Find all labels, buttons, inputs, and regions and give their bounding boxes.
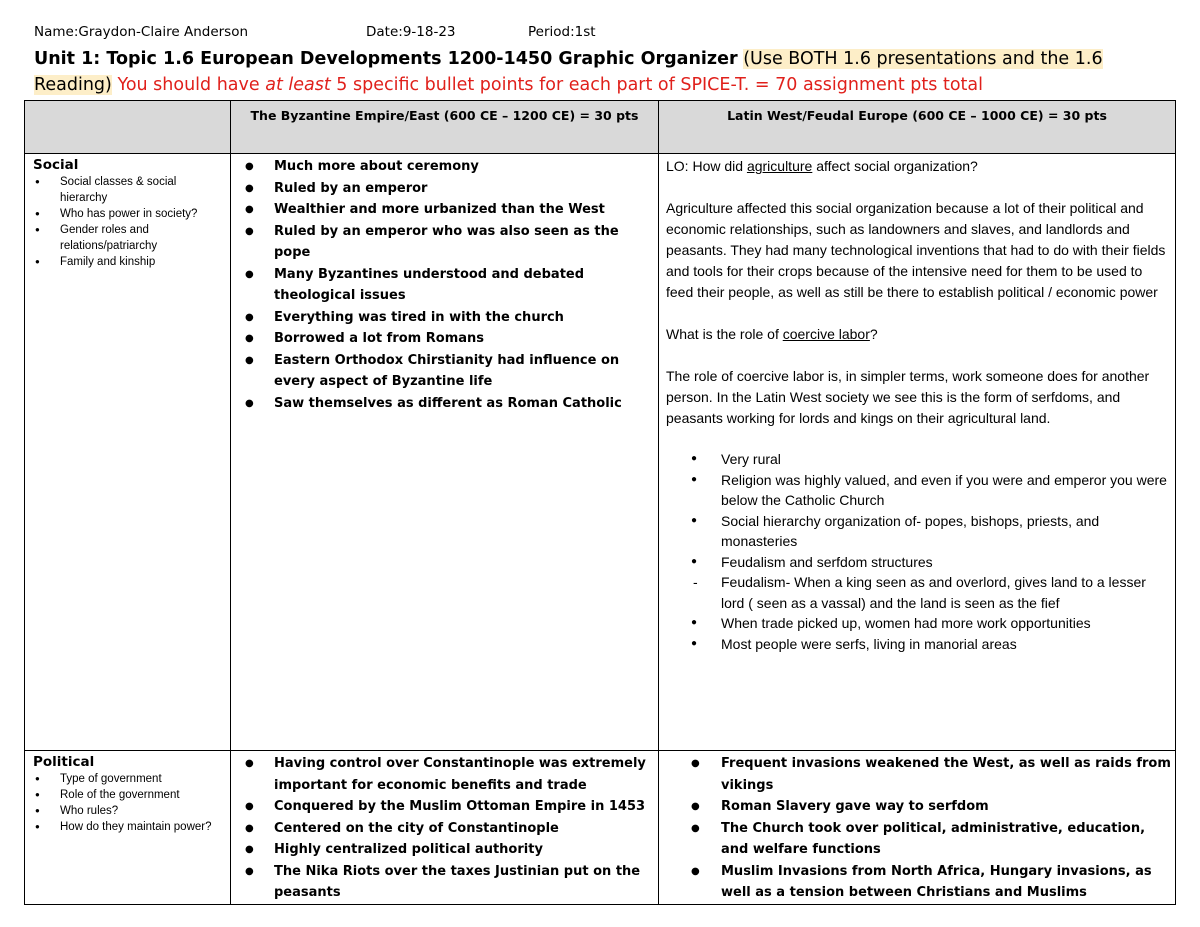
- agriculture-answer: Agriculture affected this social organization because a lot of their political and economic relationships, such as landowners and slaves, and landlords and peasants. They had many technological inventions that had to do with their fields and tools for their crops because of the intensive need for them to be used to feed their people, as well as still be there to establish political / economic power: [666, 200, 1166, 300]
- political-latin-cell: [659, 751, 1176, 905]
- question-mark: ?: [869, 326, 878, 342]
- list-item: ● Conquered by the Muslim Ottoman Empire in 1453: [241, 796, 654, 818]
- document-title: [34, 46, 1169, 98]
- social-row: [25, 154, 1176, 751]
- list-item: ● Feudalism and serfdom structures: [666, 552, 1171, 573]
- social-category-cell: [25, 154, 231, 751]
- list-item: ● Type of government: [33, 771, 224, 787]
- spacer: [666, 303, 1171, 324]
- list-item: ● Everything was tired in with the church: [241, 307, 654, 329]
- list-item: ● Very rural: [666, 449, 1171, 470]
- requirement-text: You should have: [117, 75, 266, 95]
- requirement-emphasis: at least: [265, 75, 331, 95]
- social-title: Social: [33, 157, 79, 173]
- list-item: ● Role of the government: [33, 787, 224, 803]
- assignment-date: Date:9-18-23: [366, 24, 456, 40]
- list-item: ● Religion was highly valued, and even if you were and emperor you were below the Catholic Church: [666, 470, 1171, 511]
- title-requirements: [117, 75, 983, 95]
- list-item: ● The Church took over political, administrative, education, and welfare functions: [666, 818, 1171, 861]
- graphic-organizer-table: [24, 100, 1176, 905]
- table-header-row: [25, 101, 1176, 154]
- student-name: Name:Graydon-Claire Anderson: [34, 24, 249, 40]
- list-item: ● Gender roles and relations/patriarchy: [33, 222, 224, 254]
- list-item: ● Roman Slavery gave way to serfdom: [666, 796, 1171, 818]
- title-instructions-highlight: (Use BOTH 1.6 presentations and the 1.6 Reading): [34, 49, 1103, 95]
- question-text: What is the role of: [666, 326, 783, 342]
- spacer: [666, 429, 1171, 449]
- list-item: ● Social classes & social hierarchy: [33, 174, 224, 206]
- social-byzantine-cell: [231, 154, 659, 751]
- list-item: ● Centered on the city of Constantinople: [241, 818, 654, 840]
- list-item: ● Saw themselves as different as Roman Catholic: [241, 393, 654, 415]
- social-latin-cell: [659, 154, 1176, 751]
- list-item: ● Eastern Orthodox Chirstianity had influence on every aspect of Byzantine life: [241, 350, 654, 393]
- list-item: ● Family and kinship: [33, 254, 224, 270]
- list-item: ● Having control over Constantinople was extremely important for economic benefits and trade: [241, 753, 654, 796]
- list-item: ● How do they maintain power?: [33, 819, 224, 835]
- question-keyword: coercive labor: [782, 326, 870, 342]
- coercive-labor-answer: The role of coercive labor is, in simpler terms, work someone does for another person. In the Latin West society we see this is the form of serfdoms, and peasants working for lords and kings on their agricultural land.: [666, 368, 1150, 426]
- political-prompts: [33, 771, 224, 835]
- list-item: ● The Nika Riots over the taxes Justinian put on the peasants: [241, 861, 654, 904]
- byzantine-column-header: The Byzantine Empire/East (600 CE – 1200 CE) = 30 pts: [231, 101, 659, 154]
- list-item: ● Much more about ceremony: [241, 156, 654, 178]
- list-item: ● Highly centralized political authority: [241, 839, 654, 861]
- political-title: Political: [33, 754, 95, 770]
- list-item: ● Ruled by an emperor: [241, 178, 654, 200]
- social-byzantine-list: [241, 156, 654, 414]
- political-latin-list: [666, 753, 1171, 904]
- latin-column-header: Latin West/Feudal Europe (600 CE – 1000 CE) = 30 pts: [659, 101, 1176, 154]
- list-item: ● Muslim Invasions from North Africa, Hungary invasions, as well as a tension between Christians and Muslims: [666, 861, 1171, 904]
- list-item: ● Borrowed a lot from Romans: [241, 328, 654, 350]
- spacer: [666, 177, 1171, 198]
- list-item: ● When trade picked up, women had more work opportunities: [666, 613, 1171, 634]
- political-row: [25, 751, 1176, 905]
- learning-objective: [666, 156, 1171, 177]
- class-period: Period:1st: [528, 24, 596, 40]
- political-byzantine-cell: [231, 751, 659, 905]
- political-category-cell: [25, 751, 231, 905]
- header-blank-cell: [25, 101, 231, 154]
- list-item: ● Social hierarchy organization of- popes, bishops, priests, and monasteries: [666, 511, 1171, 552]
- lo-keyword: agriculture: [746, 158, 813, 174]
- social-prompts: [33, 174, 224, 270]
- list-item: ● Most people were serfs, living in manorial areas: [666, 634, 1171, 655]
- list-item: - Feudalism- When a king seen as and overlord, gives land to a lesser lord ( seen as a vassal) and the land is seen as the fief: [666, 572, 1171, 613]
- spacer: [666, 345, 1171, 366]
- list-item: ● Who rules?: [33, 803, 224, 819]
- requirement-text-end: 5 specific bullet points for each part of SPICE-T. = 70 assignment pts total: [330, 75, 983, 95]
- list-item: ● Ruled by an emperor who was also seen as the pope: [241, 221, 654, 264]
- lo-text-end: affect social organization?: [812, 158, 978, 174]
- lo-text: LO: How did: [666, 158, 747, 174]
- title-main: Unit 1: Topic 1.6 European Developments 1200-1450 Graphic Organizer: [34, 49, 738, 69]
- list-item: ● Who has power in society?: [33, 206, 224, 222]
- coercive-labor-question: [666, 324, 1171, 345]
- political-byzantine-list: [241, 753, 654, 904]
- list-item: ● Frequent invasions weakened the West, as well as raids from vikings: [666, 753, 1171, 796]
- social-latin-list: [666, 449, 1171, 654]
- list-item: ● Wealthier and more urbanized than the West: [241, 199, 654, 221]
- list-item: ● Many Byzantines understood and debated theological issues: [241, 264, 654, 307]
